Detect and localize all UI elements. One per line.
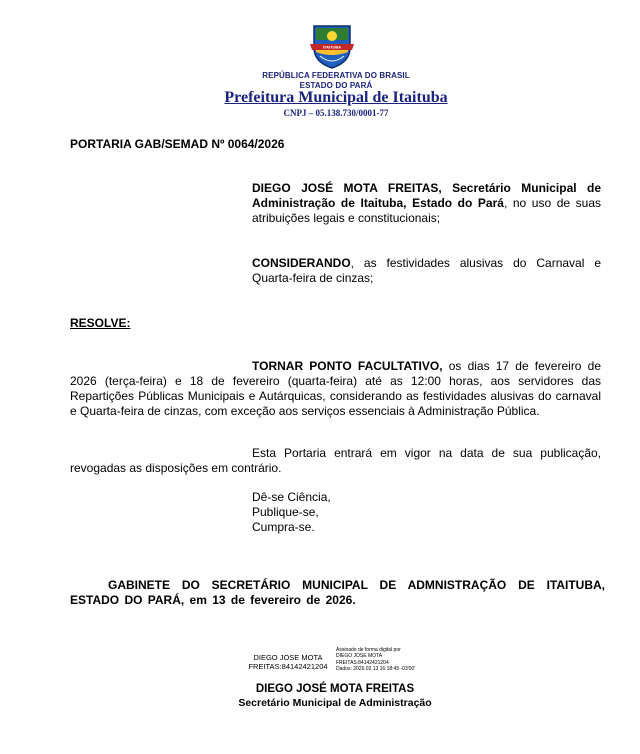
gabinete-statement: GABINETE DO SECRETÁRIO MUNICIPAL DE ADMNISTRAÇÃO DE ITAITUBA, ESTADO DO PARÁ, em 13 de fevereiro de 2026. — [70, 578, 605, 607]
ponto-facultativo-bold: TORNAR PONTO FACULTATIVO, — [252, 359, 443, 373]
closing-line-1: Dê-se Ciência, — [252, 490, 331, 504]
closing-line-2: Publique-se, — [252, 505, 319, 519]
signature-stamp-detail — [336, 647, 446, 672]
paragraph-vigor: Esta Portaria entrará em vigor na data de sua publicação, revogadas as disposições em contrário. — [70, 446, 601, 475]
stamp-detail-line-4: Dados: 2026.02.13 16:18:45 -03'00' — [336, 665, 416, 672]
signature-stamp-name — [242, 653, 334, 671]
municipal-crest — [310, 22, 354, 70]
header-republic: REPÚBLICA FEDERATIVA DO BRASIL — [262, 71, 410, 80]
header-state: ESTADO DO PARÁ — [299, 81, 373, 90]
signer-role: Secretário Municipal de Administração — [238, 697, 432, 709]
crest-banner-text: ITAITUBA — [322, 44, 342, 50]
considerando-rest: , as festividades alusivas do Carnaval e Quarta-feira de cinzas; — [252, 256, 601, 285]
stamp-detail-line-3: FREITAS:84142421204 — [336, 659, 389, 666]
paragraph-ponto-facultativo — [70, 359, 601, 419]
closing-line-3: Cumpra-se. — [252, 520, 315, 534]
stamp-name-line-1: DIEGO JOSE MOTA — [253, 653, 323, 662]
paragraph-preamble — [252, 181, 601, 226]
preamble-rest: , no uso de suas atribuições legais e constitucionais; — [252, 196, 601, 225]
resolve-heading: RESOLVE: — [70, 316, 131, 330]
header-cnpj: CNPJ – 05.138.730/0001-77 — [283, 108, 389, 118]
stamp-detail-line-2: DIEGO JOSE MOTA — [336, 653, 383, 660]
header-title: Prefeitura Municipal de Itaituba — [224, 89, 448, 106]
ponto-facultativo-rest: os dias 17 de fevereiro de 2026 (terça-feira) e 18 de fevereiro (quarta-feira) até as 12:00 horas, aos servidores das Repartições Públicas Municipais e Autárquicas, considerando as festividades alusivas do carnaval e Quarta-feira de cinzas, com exceção aos serviços essenciais à Administração Pública. — [70, 359, 601, 418]
portaria-number: PORTARIA GAB/SEMAD Nº 0064/2026 — [70, 137, 285, 151]
stamp-detail-line-1: Assinado de forma digital por — [336, 647, 401, 653]
considerando-bold: CONSIDERANDO — [252, 256, 351, 270]
signer-name: DIEGO JOSÉ MOTA FREITAS — [255, 683, 415, 695]
paragraph-considerando — [252, 256, 601, 286]
preamble-bold: DIEGO JOSÉ MOTA FREITAS, Secretário Municipal de Administração de Itaituba, Estado do Pará — [252, 181, 601, 210]
stamp-name-line-2: FREITAS:84142421204 — [248, 662, 328, 671]
